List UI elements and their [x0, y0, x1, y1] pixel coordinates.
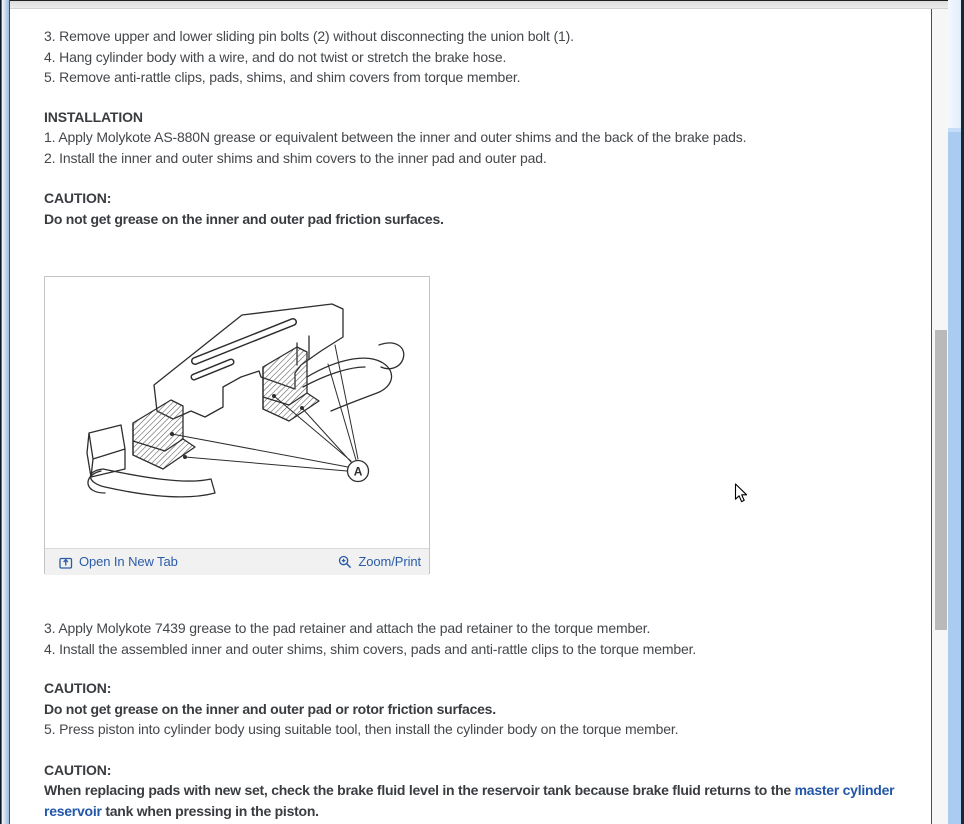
- inner-scrollbar-thumb[interactable]: [935, 330, 947, 630]
- caution-1-label: CAUTION:: [44, 190, 112, 206]
- installation-heading: INSTALLATION: [44, 108, 143, 125]
- figure-image: [45, 277, 429, 548]
- caution-3-label: CAUTION:: [44, 761, 112, 778]
- left-window-edge: [0, 0, 10, 824]
- removal-step-4: 4. Hang cylinder body with a wire, and do not twist or stretch the brake hose.: [44, 48, 507, 65]
- zoom-print-label: Zoom/Print: [358, 553, 421, 569]
- figure-footer: [45, 548, 429, 575]
- top-frame-bar: [10, 0, 948, 9]
- caution-2-label: CAUTION:: [44, 680, 112, 696]
- removal-step-5: 5. Remove anti-rattle clips, pads, shims, and shim covers from torque member.: [44, 69, 521, 85]
- install-step-1: 1. Apply Molykote AS-880N grease or equivalent between the inner and outer shims and the back of the brake pads.: [44, 129, 747, 145]
- open-in-new-tab-label: Open In New Tab: [79, 553, 178, 569]
- window-scrollbar-thumb[interactable]: [948, 128, 961, 824]
- caution-3-text-before: When replacing pads with new set, check the brake fluid level in the reservoir tank because brake fluid returns to the: [44, 782, 795, 798]
- zoom-print-link[interactable]: [338, 552, 421, 573]
- mouse-cursor: [734, 483, 748, 504]
- document-pane: [10, 9, 931, 824]
- link-line-2: reservoir: [44, 802, 102, 819]
- caution-3-text-after: tank when pressing in the piston.: [101, 802, 319, 819]
- link-line-1: master cylinder: [794, 782, 895, 798]
- window-scrollbar-track[interactable]: [948, 0, 961, 824]
- install-step-3: 3. Apply Molykote 7439 grease to the pad retainer and attach the pad retainer to the torque member.: [44, 620, 651, 636]
- brake-pad-retainer-diagram: [45, 281, 429, 547]
- figure-box: [44, 276, 430, 574]
- open-in-new-tab-link[interactable]: [59, 552, 178, 573]
- document-content: [10, 9, 928, 821]
- callout-a-label: A: [353, 464, 363, 479]
- install-step-4: 4. Install the assembled inner and outer shims, shim covers, pads and anti-rattle clips to the torque member.: [44, 640, 697, 657]
- removal-step-3: 3. Remove upper and lower sliding pin bolts (2) without disconnecting the union bolt (1).: [44, 28, 574, 44]
- caution-3-text: [44, 780, 928, 821]
- install-step-2: 2. Install the inner and outer shims and shim covers to the inner pad and outer pad.: [44, 149, 547, 166]
- caution-2-text: Do not get grease on the inner and outer pad or rotor friction surfaces.: [44, 700, 496, 717]
- open-in-new-tab-icon: [59, 556, 73, 569]
- install-step-5: 5. Press piston into cylinder body using suitable tool, then install the cylinder body on the torque member.: [44, 721, 679, 737]
- caution-1-text: Do not get grease on the inner and outer pad friction surfaces.: [44, 210, 444, 227]
- inner-scrollbar-track[interactable]: [931, 9, 948, 824]
- magnifier-plus-icon: [338, 555, 352, 569]
